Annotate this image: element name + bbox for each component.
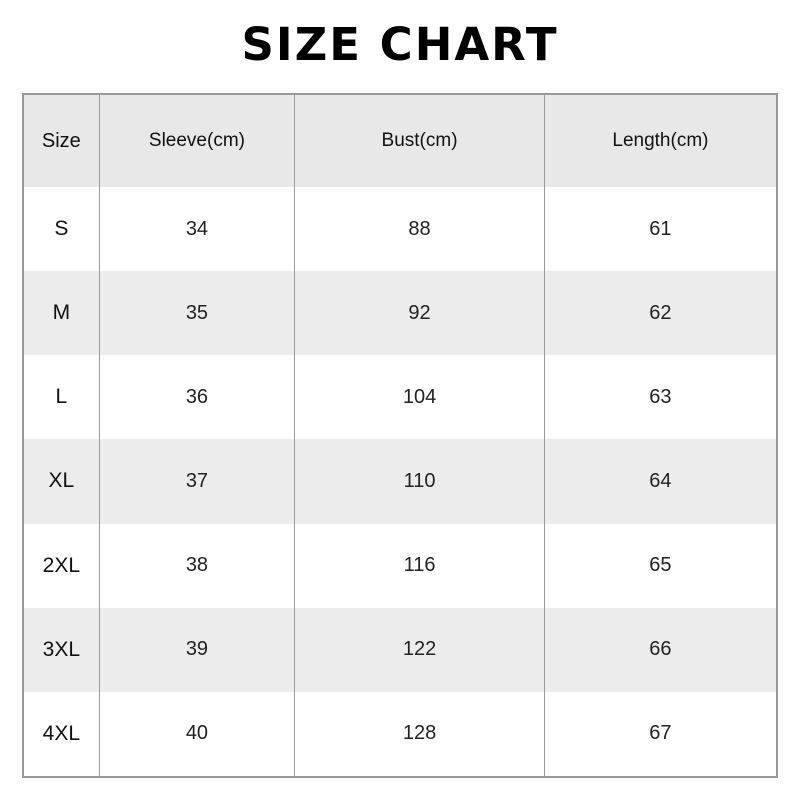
table-body xyxy=(24,187,776,776)
cell-length: 62 xyxy=(544,271,776,355)
cell-length: 66 xyxy=(544,608,776,692)
cell-size: 2XL xyxy=(24,524,99,608)
cell-bust: 110 xyxy=(295,439,545,523)
cell-sleeve: 38 xyxy=(99,524,295,608)
cell-sleeve: 34 xyxy=(99,187,295,271)
cell-length: 67 xyxy=(544,692,776,776)
column-header-size: Size xyxy=(24,95,99,187)
cell-bust: 88 xyxy=(295,187,545,271)
cell-size: XL xyxy=(24,439,99,523)
size-chart-table xyxy=(24,95,776,776)
table-row xyxy=(24,608,776,692)
cell-size: M xyxy=(24,271,99,355)
cell-size: 3XL xyxy=(24,608,99,692)
cell-size: 4XL xyxy=(24,692,99,776)
cell-length: 61 xyxy=(544,187,776,271)
cell-size: L xyxy=(24,355,99,439)
cell-bust: 104 xyxy=(295,355,545,439)
column-header-sleeve: Sleeve(cm) xyxy=(99,95,295,187)
cell-sleeve: 35 xyxy=(99,271,295,355)
table-row xyxy=(24,271,776,355)
cell-length: 65 xyxy=(544,524,776,608)
table-header-row xyxy=(24,95,776,187)
cell-bust: 122 xyxy=(295,608,545,692)
cell-sleeve: 37 xyxy=(99,439,295,523)
cell-sleeve: 36 xyxy=(99,355,295,439)
column-header-length: Length(cm) xyxy=(544,95,776,187)
table-row xyxy=(24,524,776,608)
column-header-bust: Bust(cm) xyxy=(295,95,545,187)
page-title: SIZE CHART xyxy=(241,18,559,71)
cell-size: S xyxy=(24,187,99,271)
cell-bust: 128 xyxy=(295,692,545,776)
cell-bust: 92 xyxy=(295,271,545,355)
cell-sleeve: 39 xyxy=(99,608,295,692)
table-row xyxy=(24,439,776,523)
table-row xyxy=(24,692,776,776)
table-row xyxy=(24,187,776,271)
cell-length: 63 xyxy=(544,355,776,439)
cell-sleeve: 40 xyxy=(99,692,295,776)
cell-length: 64 xyxy=(544,439,776,523)
size-chart-table-container xyxy=(22,93,778,778)
table-header xyxy=(24,95,776,187)
cell-bust: 116 xyxy=(295,524,545,608)
table-row xyxy=(24,355,776,439)
